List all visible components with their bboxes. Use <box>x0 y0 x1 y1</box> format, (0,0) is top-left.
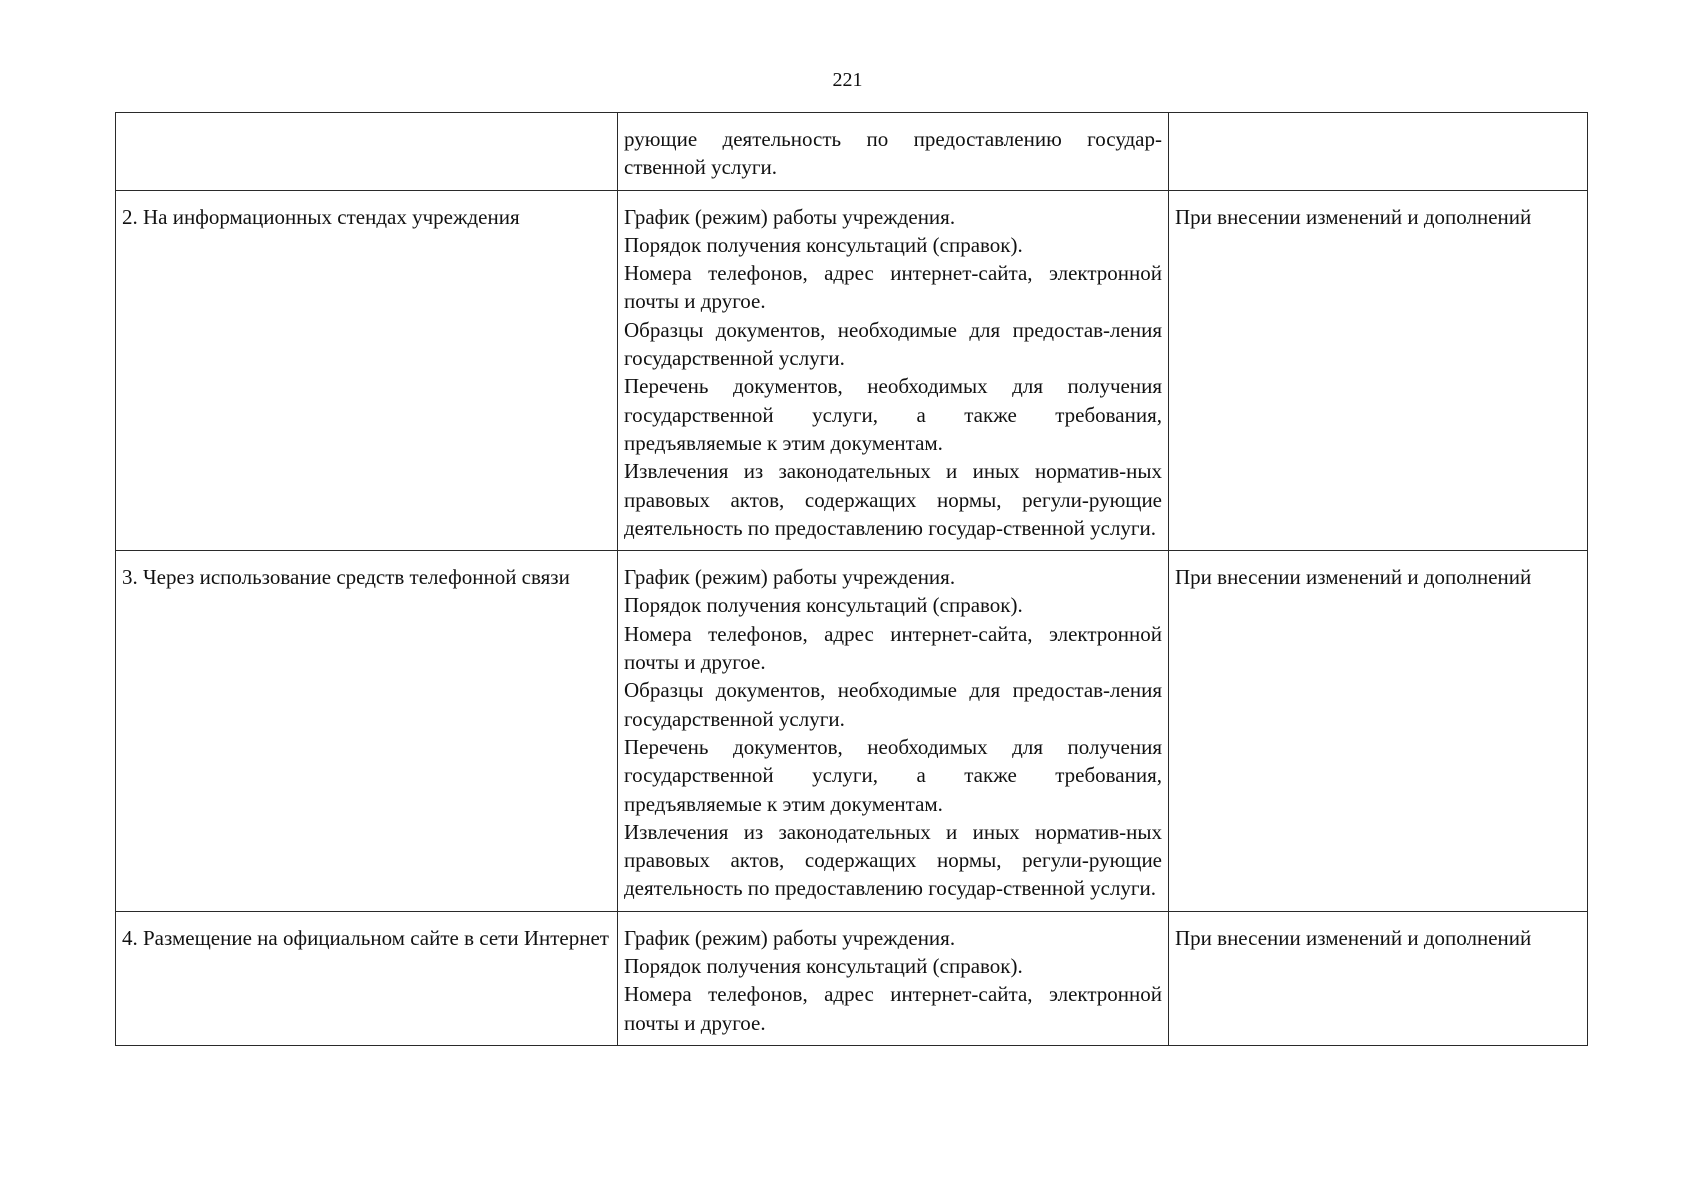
content-paragraph: Номера телефонов, адрес интернет-сайта, электронной почты и другое. <box>624 261 1162 314</box>
content-paragraph: Порядок получения консультаций (справок). <box>624 232 1023 257</box>
content-cell <box>618 113 1169 191</box>
place-text: 4. Размещение на официальном сайте в сети Интернет <box>122 925 609 950</box>
place-cell <box>116 190 618 551</box>
content-paragraph: Порядок получения консультаций (справок). <box>624 593 1023 618</box>
timing-cell <box>1169 911 1588 1045</box>
timing-cell <box>1169 113 1588 191</box>
content-paragraph: Перечень документов, необходимых для получения государственной услуги, а также требования, предъявляемые к этим документам. <box>624 374 1162 455</box>
content-paragraph: Порядок получения консультаций (справок). <box>624 954 1023 979</box>
content-paragraph: Номера телефонов, адрес интернет-сайта, электронной почты и другое. <box>624 621 1162 675</box>
content-paragraph: Извлечения из законодательных и иных норматив-ных правовых актов, содержащих нормы, регули-рующие деятельность по предоставлению государ-ственной услуги. <box>624 819 1162 901</box>
content-paragraph: Образцы документов, необходимые для предостав-ления государственной услуги. <box>624 317 1162 371</box>
place-text: 2. На информационных стендах учреждения <box>122 204 520 229</box>
timing-text: При внесении изменений и дополнений <box>1175 204 1532 229</box>
table-row <box>116 911 1588 1045</box>
content-cell <box>618 190 1169 551</box>
content-paragraph: График (режим) работы учреждения. <box>624 204 956 229</box>
content-cell <box>618 911 1169 1045</box>
place-text: 3. Через использование средств телефонной связи <box>122 565 570 590</box>
place-cell <box>116 113 618 191</box>
timing-text: При внесении изменений и дополнений <box>1175 565 1532 590</box>
content-paragraph: Извлечения из законодательных и иных норматив-ных правовых актов, содержащих нормы, регули-рующие деятельность по предоставлению государ-ственной услуги. <box>624 459 1162 540</box>
content-paragraph: Образцы документов, необходимые для предостав-ления государственной услуги. <box>624 678 1162 731</box>
place-cell <box>116 551 618 912</box>
content-paragraph: рующие деятельность по предоставлению государ-ственной услуги. <box>624 127 1162 180</box>
page-number: 221 <box>832 69 863 91</box>
timing-text: При внесении изменений и дополнений <box>1175 925 1532 950</box>
content-paragraph: Перечень документов, необходимых для получения государственной услуги, а также требования, предъявляемые к этим документам. <box>624 734 1162 816</box>
content-paragraph: Номера телефонов, адрес интернет-сайта, электронной почты и другое. <box>624 982 1162 1035</box>
table-row <box>116 551 1588 912</box>
table-row <box>116 190 1588 551</box>
content-cell <box>618 551 1169 912</box>
info-table <box>115 112 1588 1046</box>
content-paragraph: График (режим) работы учреждения. <box>624 925 956 950</box>
table-row <box>116 113 1588 191</box>
timing-cell <box>1169 190 1588 551</box>
place-cell <box>116 911 618 1045</box>
timing-cell <box>1169 551 1588 912</box>
content-paragraph: График (режим) работы учреждения. <box>624 565 956 590</box>
